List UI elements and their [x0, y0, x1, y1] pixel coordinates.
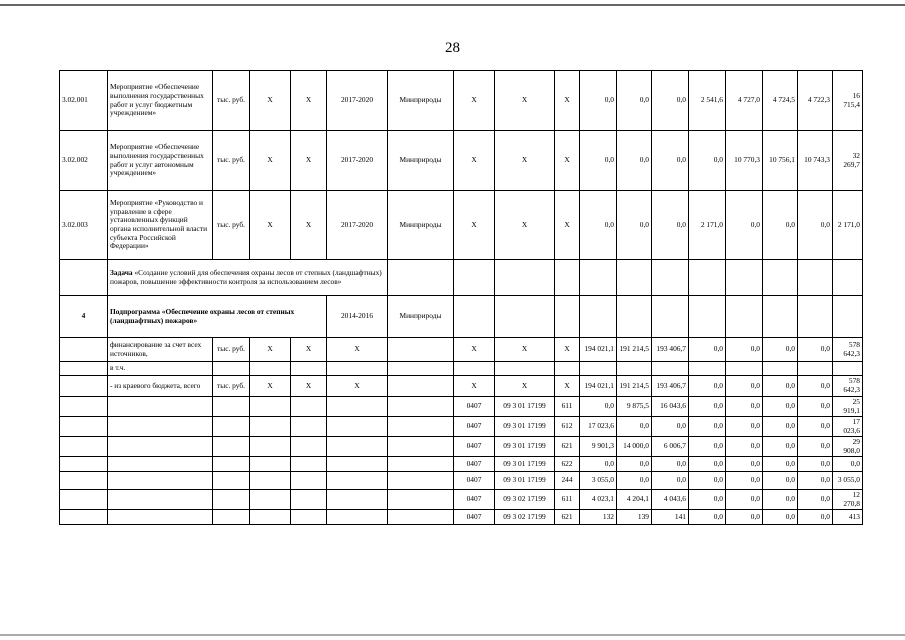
financing-row: [60, 338, 863, 362]
detail-v5: 0,0: [726, 472, 763, 490]
value-cell: 0,0: [689, 131, 726, 191]
unit-cell: тыс. руб.: [213, 191, 250, 260]
detail-v7: 0,0: [798, 397, 833, 417]
table-cell: [495, 260, 555, 296]
table-cell: X: [291, 338, 327, 362]
detail-v3: 141: [652, 510, 689, 525]
unit-cell: тыс. руб.: [213, 131, 250, 191]
table-cell: [798, 362, 833, 376]
table-cell: [726, 260, 763, 296]
table-cell: [108, 457, 213, 472]
table-cell: X: [495, 71, 555, 131]
detail-v8: 17 023,6: [833, 417, 863, 437]
table-cell: [60, 437, 108, 457]
detail-v1: 132: [580, 510, 617, 525]
detail-v1: 3 055,0: [580, 472, 617, 490]
table-cell: [60, 338, 108, 362]
value-cell: 0,0: [580, 191, 617, 260]
value-cell: 191 214,5: [617, 338, 652, 362]
table-row: [60, 457, 863, 472]
table-cell: [763, 296, 798, 338]
value-cell: 191 214,5: [617, 376, 652, 397]
detail-v8: 25 919,1: [833, 397, 863, 417]
table-cell: [454, 296, 495, 338]
detail-csr: 09 3 01 17199: [495, 397, 555, 417]
table-cell: [213, 362, 250, 376]
table-cell: [327, 417, 388, 437]
table-cell: [327, 490, 388, 510]
page-number: 28: [445, 40, 460, 56]
table-cell: X: [555, 191, 580, 260]
detail-v1: 17 023,6: [580, 417, 617, 437]
detail-vr: 611: [555, 490, 580, 510]
table-row: [60, 191, 863, 260]
value-cell: 194 021,1: [580, 338, 617, 362]
financing-label: финансирование за счет всех источников,: [108, 338, 213, 362]
table-cell: [388, 260, 454, 296]
value-cell: 0,0: [580, 71, 617, 131]
table-cell: [388, 397, 454, 417]
table-cell: [689, 296, 726, 338]
value-cell: 4 724,5: [763, 71, 798, 131]
measure-code: 3.02.003: [60, 191, 108, 260]
value-cell: 0,0: [798, 191, 833, 260]
value-cell: 0,0: [763, 376, 798, 397]
table-cell: [291, 510, 327, 525]
value-cell: 0,0: [763, 338, 798, 362]
detail-v4: 0,0: [689, 457, 726, 472]
subprogram-name: Подпрограмма «Обеспечение охраны лесов от степных (ландшафтных) пожаров»: [108, 296, 327, 338]
detail-v7: 0,0: [798, 510, 833, 525]
table-cell: X: [495, 376, 555, 397]
table-cell: [60, 472, 108, 490]
vtch-row: [60, 362, 863, 376]
table-cell: X: [555, 338, 580, 362]
detail-v2: 0,0: [617, 472, 652, 490]
value-cell: 193 406,7: [652, 376, 689, 397]
detail-v8: 413: [833, 510, 863, 525]
detail-v5: 0,0: [726, 397, 763, 417]
task-text: [108, 260, 388, 296]
detail-v2: 9 875,5: [617, 397, 652, 417]
value-cell: 0,0: [689, 338, 726, 362]
table-cell: [495, 296, 555, 338]
measure-name: Мероприятие «Обеспечение выполнения государственных работ и услуг автономным учреждением»: [108, 131, 213, 191]
detail-rz: 0407: [454, 472, 495, 490]
table-row: [60, 71, 863, 131]
table-row: [60, 131, 863, 191]
regional-budget-row: [60, 376, 863, 397]
value-cell: 0,0: [617, 131, 652, 191]
table-cell: [555, 260, 580, 296]
table-cell: [291, 490, 327, 510]
table-cell: [213, 417, 250, 437]
table-cell: [108, 510, 213, 525]
value-cell: 0,0: [652, 191, 689, 260]
table-cell: [388, 510, 454, 525]
table-cell: [250, 472, 291, 490]
detail-v2: 0,0: [617, 417, 652, 437]
detail-v6: 0,0: [763, 417, 798, 437]
table-cell: X: [250, 338, 291, 362]
table-cell: X: [555, 71, 580, 131]
table-cell: [388, 457, 454, 472]
table-cell: [327, 510, 388, 525]
table-cell: [213, 397, 250, 417]
table-cell: [291, 437, 327, 457]
table-cell: [580, 362, 617, 376]
detail-rz: 0407: [454, 417, 495, 437]
detail-v6: 0,0: [763, 457, 798, 472]
table-cell: [250, 362, 291, 376]
table-cell: X: [454, 376, 495, 397]
executor-cell: Минприроды: [388, 296, 454, 338]
table-cell: [798, 296, 833, 338]
table-cell: [617, 296, 652, 338]
table-cell: X: [454, 71, 495, 131]
detail-v2: 0,0: [617, 457, 652, 472]
detail-v5: 0,0: [726, 490, 763, 510]
detail-v7: 0,0: [798, 417, 833, 437]
detail-v6: 0,0: [763, 510, 798, 525]
table-cell: [60, 260, 108, 296]
period-cell: 2017-2020: [327, 191, 388, 260]
detail-v2: 14 000,0: [617, 437, 652, 457]
budget-table: [59, 70, 863, 525]
table-cell: [652, 362, 689, 376]
including-label: в т.ч.: [108, 362, 213, 376]
table-cell: [291, 417, 327, 437]
detail-vr: 612: [555, 417, 580, 437]
detail-v3: 0,0: [652, 457, 689, 472]
detail-v7: 0,0: [798, 490, 833, 510]
value-cell: 0,0: [617, 71, 652, 131]
table-cell: [250, 437, 291, 457]
period-cell: 2017-2020: [327, 131, 388, 191]
detail-v3: 4 043,6: [652, 490, 689, 510]
total-cell: 32 269,7: [833, 131, 863, 191]
table-cell: [798, 260, 833, 296]
table-cell: [833, 296, 863, 338]
detail-v3: 6 006,7: [652, 437, 689, 457]
subprogram-row: [60, 296, 863, 338]
table-cell: [726, 362, 763, 376]
table-cell: [763, 260, 798, 296]
detail-rz: 0407: [454, 510, 495, 525]
table-cell: [327, 437, 388, 457]
value-cell: 2 171,0: [689, 191, 726, 260]
executor-cell: Минприроды: [388, 191, 454, 260]
executor-cell: Минприроды: [388, 71, 454, 131]
detail-v3: 0,0: [652, 417, 689, 437]
table-cell: [291, 472, 327, 490]
detail-vr: 244: [555, 472, 580, 490]
table-cell: [327, 472, 388, 490]
value-cell: 4 727,0: [726, 71, 763, 131]
value-cell: 2 541,6: [689, 71, 726, 131]
table-cell: [495, 362, 555, 376]
detail-v4: 0,0: [689, 437, 726, 457]
detail-v7: 0,0: [798, 457, 833, 472]
table-cell: X: [291, 191, 327, 260]
table-cell: [60, 510, 108, 525]
table-cell: [108, 472, 213, 490]
regional-budget-label: - из краевого бюджета, всего: [108, 376, 213, 397]
detail-v6: 0,0: [763, 437, 798, 457]
detail-csr: 09 3 01 17199: [495, 437, 555, 457]
table-cell: [291, 457, 327, 472]
total-cell: 2 171,0: [833, 191, 863, 260]
table-cell: [327, 397, 388, 417]
table-cell: [213, 472, 250, 490]
detail-v8: 12 270,8: [833, 490, 863, 510]
table-cell: X: [454, 131, 495, 191]
detail-csr: 09 3 01 17199: [495, 417, 555, 437]
period-cell: 2017-2020: [327, 71, 388, 131]
table-cell: [213, 437, 250, 457]
table-cell: [108, 397, 213, 417]
table-row: [60, 472, 863, 490]
table-cell: [388, 472, 454, 490]
table-cell: [580, 296, 617, 338]
value-cell: 4 722,3: [798, 71, 833, 131]
value-cell: 0,0: [689, 376, 726, 397]
value-cell: 0,0: [726, 376, 763, 397]
value-cell: 0,0: [726, 191, 763, 260]
table-cell: X: [250, 131, 291, 191]
task-description: «Создание условий для обеспечения охраны лесов от степных (ландшафтных) пожаров, повышение эффективности контроля за использованием лесов»: [110, 267, 382, 286]
table-cell: X: [291, 376, 327, 397]
value-cell: 10 770,3: [726, 131, 763, 191]
value-cell: 0,0: [726, 338, 763, 362]
table-row: [60, 437, 863, 457]
table-cell: X: [555, 131, 580, 191]
detail-csr: 09 3 01 17199: [495, 457, 555, 472]
measure-name: Мероприятие «Руководство и управление в сфере установленных функций органа исполнительной власти субъекта Российской Федерации»: [108, 191, 213, 260]
task-row: [60, 260, 863, 296]
detail-v8: 3 055,0: [833, 472, 863, 490]
detail-vr: 622: [555, 457, 580, 472]
detail-v1: 0,0: [580, 397, 617, 417]
detail-csr: 09 3 01 17199: [495, 472, 555, 490]
detail-vr: 621: [555, 437, 580, 457]
detail-vr: 611: [555, 397, 580, 417]
detail-v7: 0,0: [798, 472, 833, 490]
table-cell: [388, 437, 454, 457]
value-cell: 0,0: [617, 191, 652, 260]
value-cell: 193 406,7: [652, 338, 689, 362]
table-cell: [213, 510, 250, 525]
table-cell: [213, 490, 250, 510]
detail-v5: 0,0: [726, 437, 763, 457]
table-cell: [250, 397, 291, 417]
table-cell: [327, 457, 388, 472]
detail-v4: 0,0: [689, 490, 726, 510]
scan-edge-bottom: [0, 634, 905, 636]
table-row: [60, 490, 863, 510]
table-cell: [60, 397, 108, 417]
table-row: [60, 417, 863, 437]
detail-v6: 0,0: [763, 397, 798, 417]
table-cell: [580, 260, 617, 296]
table-cell: [108, 490, 213, 510]
value-cell: 194 021,1: [580, 376, 617, 397]
table-cell: [652, 296, 689, 338]
total-cell: 578 642,3: [833, 338, 863, 362]
table-cell: [60, 362, 108, 376]
table-cell: [291, 397, 327, 417]
table-cell: [213, 457, 250, 472]
detail-v2: 139: [617, 510, 652, 525]
table-cell: X: [250, 191, 291, 260]
table-cell: [60, 490, 108, 510]
table-cell: X: [327, 338, 388, 362]
table-cell: [617, 362, 652, 376]
table-cell: X: [555, 376, 580, 397]
table-cell: X: [495, 338, 555, 362]
value-cell: 0,0: [652, 71, 689, 131]
value-cell: 0,0: [798, 338, 833, 362]
table-cell: X: [291, 131, 327, 191]
detail-csr: 09 3 02 17199: [495, 510, 555, 525]
detail-v4: 0,0: [689, 510, 726, 525]
detail-v7: 0,0: [798, 437, 833, 457]
table-cell: [833, 362, 863, 376]
detail-v5: 0,0: [726, 417, 763, 437]
executor-cell: Минприроды: [388, 131, 454, 191]
table-cell: [250, 510, 291, 525]
subprogram-number: 4: [60, 296, 108, 338]
table-cell: [388, 376, 454, 397]
detail-v3: 0,0: [652, 472, 689, 490]
table-cell: X: [495, 191, 555, 260]
scan-edge-top: [0, 4, 905, 6]
detail-rz: 0407: [454, 397, 495, 417]
table-cell: [555, 296, 580, 338]
task-label: Задача: [110, 267, 133, 277]
measure-code: 3.02.002: [60, 131, 108, 191]
detail-vr: 621: [555, 510, 580, 525]
table-cell: X: [454, 338, 495, 362]
table-cell: [652, 260, 689, 296]
value-cell: 10 743,3: [798, 131, 833, 191]
table-cell: [388, 490, 454, 510]
total-cell: 578 642,3: [833, 376, 863, 397]
table-cell: [689, 260, 726, 296]
unit-cell: тыс. руб.: [213, 376, 250, 397]
detail-v6: 0,0: [763, 472, 798, 490]
table-cell: [388, 417, 454, 437]
table-cell: [250, 417, 291, 437]
table-cell: X: [454, 191, 495, 260]
detail-rz: 0407: [454, 490, 495, 510]
table-cell: X: [291, 71, 327, 131]
detail-v1: 4 023,1: [580, 490, 617, 510]
total-cell: 16 715,4: [833, 71, 863, 131]
table-cell: [291, 362, 327, 376]
detail-rz: 0407: [454, 457, 495, 472]
detail-rz: 0407: [454, 437, 495, 457]
detail-v8: 0,0: [833, 457, 863, 472]
unit-cell: тыс. руб.: [213, 71, 250, 131]
table-cell: [60, 376, 108, 397]
unit-cell: тыс. руб.: [213, 338, 250, 362]
value-cell: 0,0: [580, 131, 617, 191]
detail-rows: [60, 397, 863, 525]
table-row: [60, 397, 863, 417]
detail-v5: 0,0: [726, 510, 763, 525]
table-cell: [108, 437, 213, 457]
table-cell: [388, 362, 454, 376]
period-cell: 2014-2016: [327, 296, 388, 338]
table-cell: [833, 260, 863, 296]
detail-v5: 0,0: [726, 457, 763, 472]
table-cell: [60, 417, 108, 437]
table-cell: [689, 362, 726, 376]
table-cell: X: [250, 71, 291, 131]
detail-v1: 9 901,3: [580, 437, 617, 457]
detail-v2: 4 204,1: [617, 490, 652, 510]
detail-v8: 29 908,0: [833, 437, 863, 457]
detail-v4: 0,0: [689, 417, 726, 437]
table-cell: [327, 362, 388, 376]
measure-code: 3.02.001: [60, 71, 108, 131]
measure-name: Мероприятие «Обеспечение выполнения государственных работ и услуг бюджетным учреждением»: [108, 71, 213, 131]
table-cell: [60, 457, 108, 472]
table-cell: [454, 260, 495, 296]
detail-v6: 0,0: [763, 490, 798, 510]
value-cell: 0,0: [652, 131, 689, 191]
table-cell: [617, 260, 652, 296]
detail-v4: 0,0: [689, 397, 726, 417]
table-cell: [388, 338, 454, 362]
detail-v1: 0,0: [580, 457, 617, 472]
table-cell: [726, 296, 763, 338]
table-cell: [555, 362, 580, 376]
table-row: [60, 510, 863, 525]
value-cell: 0,0: [798, 376, 833, 397]
table-cell: [250, 457, 291, 472]
table-cell: [763, 362, 798, 376]
detail-v3: 16 043,6: [652, 397, 689, 417]
table-cell: X: [495, 131, 555, 191]
table-cell: [108, 417, 213, 437]
detail-csr: 09 3 02 17199: [495, 490, 555, 510]
value-cell: 0,0: [763, 191, 798, 260]
table-cell: [250, 490, 291, 510]
value-cell: 10 756,1: [763, 131, 798, 191]
detail-v4: 0,0: [689, 472, 726, 490]
table-cell: [454, 362, 495, 376]
table-cell: X: [327, 376, 388, 397]
table-cell: X: [250, 376, 291, 397]
